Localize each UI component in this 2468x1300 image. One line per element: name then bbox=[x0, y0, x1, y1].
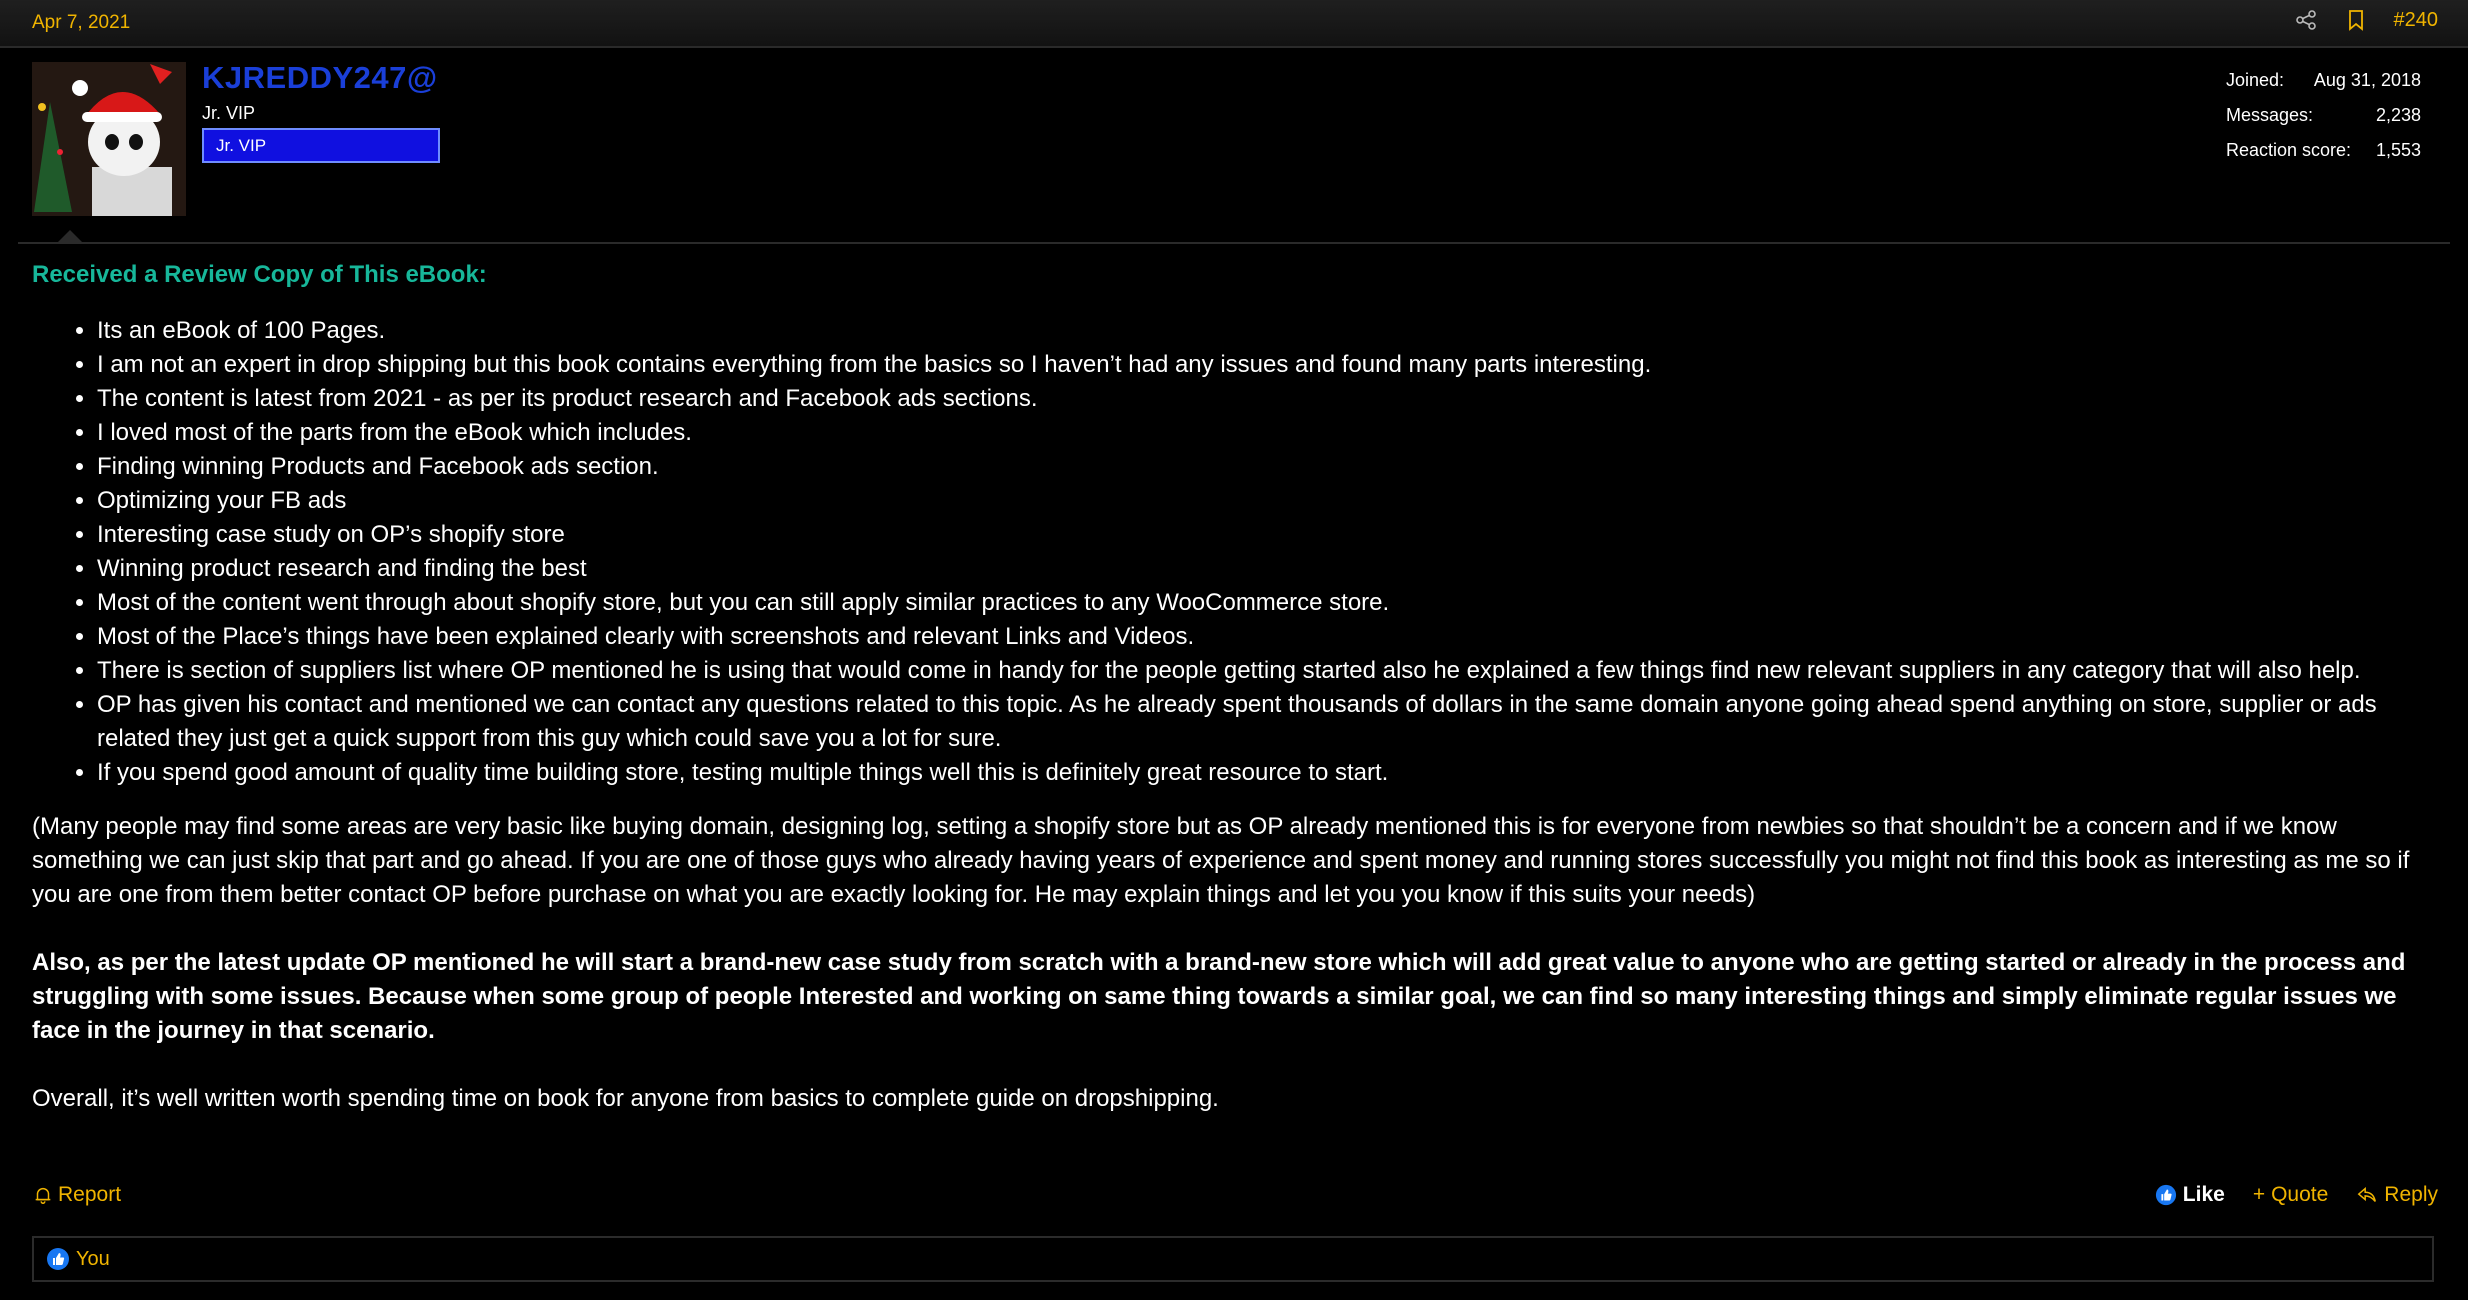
list-item: • Most of the Place’s things have been explained clearly with screenshots and relevant Links and Videos. bbox=[97, 620, 2442, 654]
list-item: • OP has given his contact and mentioned we can contact any questions related to this topic. As he already spent thousands of dollars in the same domain anyone going ahead spend anything on store, supplier or ads related they just get a quick support from this guy which could save you a lot for sure. bbox=[97, 688, 2442, 756]
post-number-link[interactable]: #240 bbox=[2393, 8, 2438, 31]
reply-icon bbox=[2356, 1184, 2378, 1206]
avatar[interactable] bbox=[32, 62, 186, 216]
list-item: • Winning product research and finding the best bbox=[97, 552, 2442, 586]
list-item: • I loved most of the parts from the eBook which includes. bbox=[97, 416, 2442, 450]
post-body bbox=[32, 258, 2442, 1116]
stat-label: Joined: bbox=[2226, 70, 2285, 90]
like-label: Like bbox=[2182, 1183, 2225, 1206]
like-button[interactable] bbox=[2155, 1183, 2225, 1207]
post-actions bbox=[2155, 1183, 2438, 1207]
plus-icon: + bbox=[2252, 1183, 2266, 1206]
stat-messages bbox=[2226, 105, 2421, 140]
list-item: • There is section of suppliers list where OP mentioned he is using that would come in handy for the people getting started also he explained a few things find new relevant suppliers in any category that will also help. bbox=[97, 654, 2442, 688]
stat-joined bbox=[2226, 70, 2421, 105]
review-heading: Received a Review Copy of This eBook: bbox=[32, 261, 487, 288]
review-bullet-list bbox=[32, 314, 2442, 790]
paragraph-caveats: (Many people may find some areas are very basic like buying domain, designing log, setting a shopify store but as OP already mentioned this is for everyone from newbies so that shouldn’t be a concern and if we know something we can just skip that part and go ahead. If you are one of those guys who already having years of experience and spent money and running stores successfully you might not find this book as interesting as me so if you are one from them better contact OP before purchase on what you are exactly looking for. He may explain things and let you you know if this suits your needs) bbox=[32, 813, 2410, 908]
stat-label: Reaction score: bbox=[2226, 140, 2352, 160]
post-header-actions bbox=[2294, 8, 2439, 32]
stat-label: Messages: bbox=[2226, 105, 2314, 125]
list-item: • Most of the content went through about shopify store, but you can still apply similar practices to any WooCommerce store. bbox=[97, 586, 2442, 620]
quote-button[interactable] bbox=[2253, 1183, 2328, 1207]
list-item: • Interesting case study on OP’s shopify store bbox=[97, 518, 2442, 552]
post-divider bbox=[18, 242, 2450, 244]
share-icon[interactable] bbox=[2294, 8, 2318, 32]
stat-reaction-score bbox=[2226, 140, 2421, 175]
reactions-text[interactable]: You bbox=[76, 1247, 110, 1270]
quote-label: Quote bbox=[2271, 1183, 2329, 1206]
list-item: • I am not an expert in drop shipping but this book contains everything from the basics so I haven’t had any issues and found many parts interesting. bbox=[97, 348, 2442, 382]
list-item: • Its an eBook of 100 Pages. bbox=[97, 314, 2442, 348]
username-link[interactable]: KJREDDY247@ bbox=[202, 60, 438, 95]
post-date[interactable]: Apr 7, 2021 bbox=[32, 12, 131, 33]
report-button[interactable] bbox=[32, 1183, 121, 1207]
user-banner: Jr. VIP bbox=[202, 128, 440, 163]
paragraph-update: Also, as per the latest update OP mentioned he will start a brand-new case study from scratch with a brand-new store which will add great value to anyone who are getting started or already in the process and struggling with some issues. Because when some group of people Interested and working on same thing towards a similar goal, we can find so many interesting things and simply eliminate regular issues we face in the journey in that scenario. bbox=[32, 949, 2406, 1044]
like-reaction-icon bbox=[46, 1247, 70, 1271]
list-item: • Finding winning Products and Facebook ads section. bbox=[97, 450, 2442, 484]
user-stats bbox=[2226, 70, 2421, 175]
stat-value[interactable]: 2,238 bbox=[2375, 105, 2421, 125]
bookmark-icon[interactable] bbox=[2344, 8, 2368, 32]
post-footer bbox=[32, 1183, 2438, 1217]
reactions-bar[interactable] bbox=[32, 1236, 2434, 1282]
list-item: • The content is latest from 2021 - as per its product research and Facebook ads sections. bbox=[97, 382, 2442, 416]
stat-value: Aug 31, 2018 bbox=[2313, 70, 2421, 90]
report-label: Report bbox=[58, 1183, 122, 1206]
reply-button[interactable] bbox=[2356, 1183, 2438, 1207]
avatar-image bbox=[32, 62, 186, 216]
post-header bbox=[0, 0, 2468, 48]
list-item: • Optimizing your FB ads bbox=[97, 484, 2442, 518]
user-title: Jr. VIP bbox=[202, 103, 256, 123]
divider-notch bbox=[58, 230, 82, 242]
thumbs-up-icon bbox=[2155, 1184, 2177, 1206]
paragraph-summary: Overall, it’s well written worth spending time on book for anyone from basics to complete guide on dropshipping. bbox=[32, 1085, 1219, 1112]
list-item: • If you spend good amount of quality time building store, testing multiple things well this is definitely great resource to start. bbox=[97, 756, 2442, 790]
reply-label: Reply bbox=[2384, 1183, 2438, 1206]
stat-value: 1,553 bbox=[2375, 140, 2421, 160]
bell-icon bbox=[32, 1184, 54, 1206]
